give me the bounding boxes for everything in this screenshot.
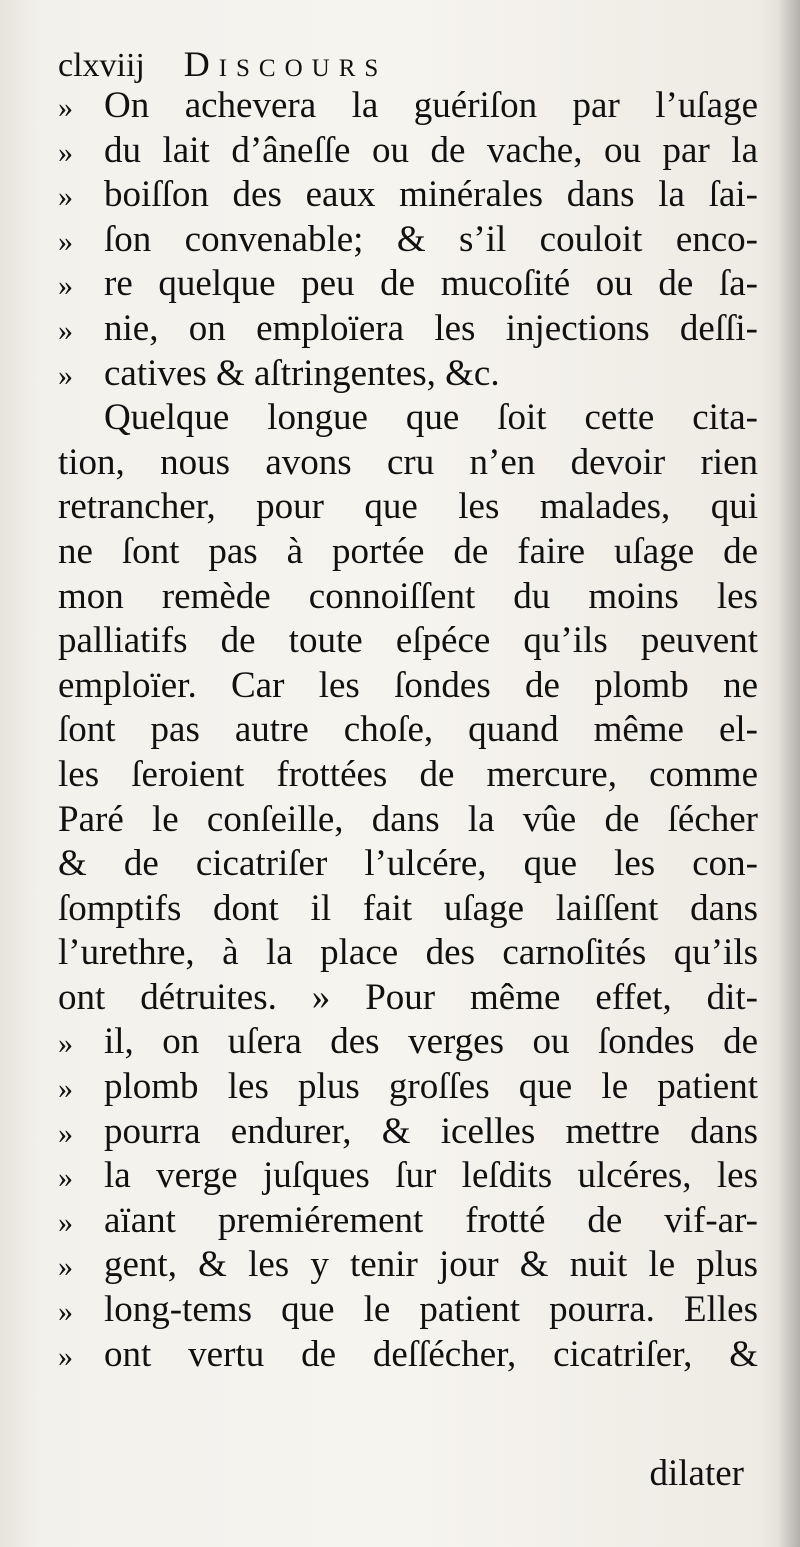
quote-mark: » bbox=[58, 1295, 73, 1329]
line-text: retrancher, pour que les malades, qui bbox=[58, 486, 758, 528]
line-text: aïant premiérement frotté de vif-ar- bbox=[104, 1199, 758, 1241]
quote-mark: » bbox=[58, 1072, 73, 1106]
text-line bbox=[58, 530, 758, 575]
catchword: dilater bbox=[649, 1453, 744, 1494]
quote-mark: » bbox=[58, 1027, 73, 1061]
text-line bbox=[58, 1110, 758, 1155]
quote-mark: » bbox=[58, 224, 73, 258]
text-line bbox=[58, 173, 758, 218]
quote-mark: » bbox=[58, 91, 73, 124]
text-line bbox=[58, 753, 758, 798]
line-text: Quelque longue que ſoit cette cita- bbox=[104, 397, 758, 439]
text-line bbox=[58, 1154, 758, 1199]
quote-mark: » bbox=[58, 1116, 73, 1150]
text-line bbox=[58, 1199, 758, 1244]
line-text: palliatifs de toute eſpéce qu’ils peuvent bbox=[58, 620, 758, 662]
line-text: mon remède connoiſſent du moins les bbox=[58, 575, 758, 617]
text-line bbox=[58, 262, 758, 307]
running-head bbox=[58, 38, 618, 90]
text-line bbox=[58, 842, 758, 887]
quote-mark: » bbox=[58, 1250, 73, 1284]
text-line bbox=[58, 352, 758, 397]
text-line bbox=[58, 84, 758, 129]
text-line bbox=[58, 619, 758, 664]
line-text: long-tems que le patient pourra. Elles bbox=[104, 1289, 758, 1331]
line-text: ſomptifs dont il fait uſage laiſſent dans bbox=[58, 887, 758, 929]
text-line bbox=[58, 1020, 758, 1065]
line-text: gent, & les y tenir jour & nuit le plus bbox=[104, 1244, 758, 1286]
line-text: re quelque peu de mucoſité ou de ſa- bbox=[104, 263, 758, 305]
text-line bbox=[58, 575, 758, 620]
quote-mark: » bbox=[58, 358, 73, 392]
line-text: boiſſon des eaux minérales dans la ſai- bbox=[104, 174, 758, 216]
text-line bbox=[58, 1288, 758, 1333]
line-text: la verge juſques ſur leſdits ulcéres, les bbox=[104, 1155, 758, 1197]
quote-mark: » bbox=[58, 313, 73, 347]
line-text: les ſeroient frottées de mercure, comme bbox=[58, 753, 758, 795]
text-line bbox=[58, 307, 758, 352]
text-line bbox=[58, 129, 758, 174]
line-text: catives & aſtringentes, &c. bbox=[104, 352, 500, 394]
line-text: ſont pas autre choſe, quand même el- bbox=[58, 709, 758, 751]
quote-mark: » bbox=[58, 1161, 73, 1195]
running-title: Discours bbox=[183, 44, 388, 84]
text-line bbox=[58, 441, 758, 486]
text-line bbox=[58, 664, 758, 709]
line-text: il, on uſera des verges ou ſondes de bbox=[104, 1021, 758, 1063]
line-text: nie, on emploïera les injections deſſi- bbox=[104, 307, 758, 349]
line-text: tion, nous avons cru n’en devoir rien bbox=[58, 441, 758, 483]
quote-mark: » bbox=[58, 180, 73, 214]
line-text: du lait d’âneſſe ou de vache, ou par la bbox=[104, 129, 758, 171]
text-line bbox=[58, 485, 758, 530]
text-line bbox=[58, 708, 758, 753]
text-line bbox=[58, 931, 758, 976]
text-line bbox=[58, 887, 758, 932]
text-line bbox=[58, 976, 758, 1021]
text-line bbox=[58, 1243, 758, 1288]
line-text: ont détruites. » Pour même effet, dit- bbox=[58, 976, 758, 1018]
page-number: clxviij bbox=[58, 47, 145, 84]
line-text: Paré le conſeille, dans la vûe de ſécher bbox=[58, 798, 758, 840]
line-text: l’urethre, à la place des carnoſités qu’ils bbox=[58, 932, 758, 974]
quote-mark: » bbox=[58, 135, 73, 169]
page-edge-shadow bbox=[778, 0, 800, 1547]
line-text: ne ſont pas à portée de faire uſage de bbox=[58, 530, 758, 572]
line-text: ſon convenable; & s’il couloit enco- bbox=[104, 218, 758, 260]
line-text: On achevera la guériſon par l’uſage bbox=[104, 85, 758, 126]
line-text: & de cicatriſer l’ulcére, que les con- bbox=[58, 843, 758, 885]
quote-mark: » bbox=[58, 269, 73, 303]
text-line bbox=[58, 798, 758, 843]
line-text: pourra endurer, & icelles mettre dans bbox=[104, 1110, 758, 1152]
line-text: plomb les plus groſſes que le patient bbox=[104, 1066, 758, 1108]
text-line bbox=[58, 1065, 758, 1110]
line-text: emploïer. Car les ſondes de plomb ne bbox=[58, 664, 758, 706]
text-line bbox=[58, 218, 758, 263]
quote-mark: » bbox=[58, 1205, 73, 1239]
quote-mark: » bbox=[58, 1339, 73, 1373]
text-line bbox=[58, 396, 758, 441]
text-line bbox=[58, 1333, 758, 1378]
body-text bbox=[58, 84, 758, 1377]
line-text: ont vertu de deſſécher, cicatriſer, & bbox=[104, 1333, 758, 1375]
